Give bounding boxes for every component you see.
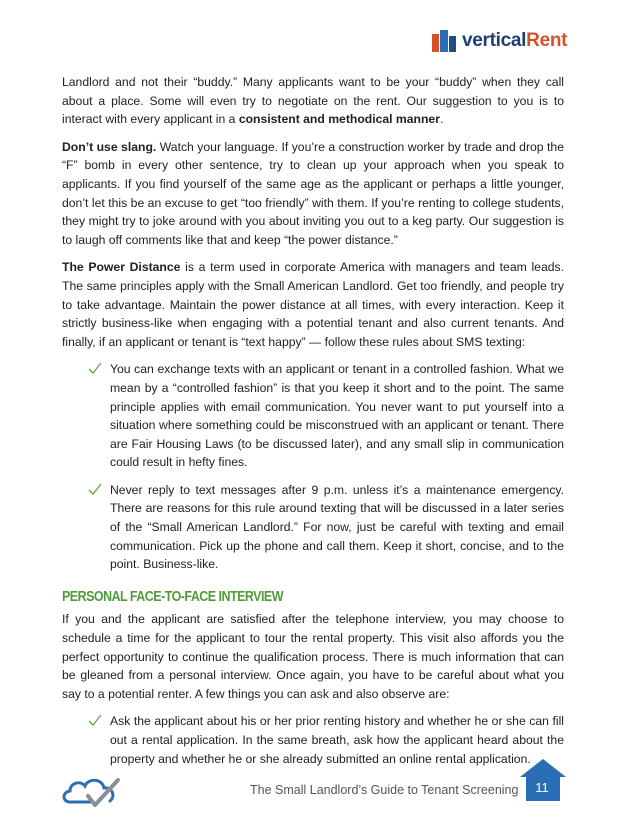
list-item <box>62 481 564 574</box>
list-item-text: Never reply to text messages after 9 p.m. unless it’s a maintenance emergency. There are reasons for this rule around texting that will be discussed in a later series of the “Small American Landlord.” For now, just be careful with texting and email communication. Pick up the phone and call them. Keep it short, concise, and to the point. Business-like. <box>110 482 564 572</box>
checkmark-icon <box>88 361 102 375</box>
list-item <box>62 712 564 768</box>
list-item <box>62 360 564 472</box>
paragraph-power-distance <box>62 258 564 351</box>
list-item-text: Ask the applicant about his or her prior renting history and whether he or she can fill out a rental application. In the same breath, ask how the applicant heard about the property and whether he or she already submitted an online rental application. <box>110 714 564 766</box>
checkmark-icon <box>88 713 102 727</box>
paragraph-intro <box>62 73 564 129</box>
paragraph-text: is a term used in corporate America with managers and team leads. The same principles apply with the Small American Landlord. Get too friendly, and people try to take advantage. Maintain the power distance at all times, with every interaction. Keep it strictly business-like when engaging with a potential tenant and also current tenants. And finally, if an applicant or tenant is “text happy” — follow these rules about SMS texting: <box>62 260 564 349</box>
emphasis-text: consistent and methodical manner <box>238 112 440 127</box>
paragraph-text: . <box>439 112 444 127</box>
paragraph-interview: If you and the applicant are satisfied after the telephone interview, you may choose to schedule a time for the applicant to tour the rental property. This visit also affords you the perfect opportunity to continue the qualification process. There is much information that can be gleaned from a personal interview. Once again, you have to be careful about what you say to a potential renter. A few things you can ask and also observe are: <box>62 612 564 701</box>
paragraph-lead: The Power Distance <box>62 260 181 275</box>
page-body <box>62 73 564 777</box>
page-number: 11 <box>535 780 549 795</box>
paragraph-text: Landlord and not their “buddy.” Many applicants want to be your “buddy” when they call about a place. Some will even try to negotiate on the rent. Our suggestion to you is to interact with every applicant in a <box>62 75 564 127</box>
checkmark-icon <box>88 482 102 496</box>
building-icon <box>432 30 458 52</box>
paragraph-slang <box>62 138 564 250</box>
cloud-check-icon <box>60 772 122 812</box>
section-heading: PERSONAL FACE-TO-FACE INTERVIEW <box>62 588 283 605</box>
list-item-text: You can exchange texts with an applicant or tenant in a controlled fashion. What we mean by a “controlled fashion” is that you keep it short and to the point. The same principle applies with email communication. You never want to put yourself into a situation where something could be misconstrued with an applicant or tenant. There are Fair Housing Laws (to be discussed later), and any small slip in communication could result in hefty fines. <box>110 362 564 470</box>
brand-name-part1: vertical <box>462 30 527 51</box>
brand-name <box>462 30 567 52</box>
paragraph-lead: Don’t use slang. <box>62 139 157 154</box>
paragraph-text: Watch your language. If you’re a construction worker by trade and drop the “F” bomb in every other sentence, try to clean up your approach when you speak to applicants. If you find yourself of the same age as the applicant or perhaps a little younger, don’t let this be an excuse to get “too friendly” with them. If you’re renting to college students, they might try to joke around with you about inviting you out to a keg party. Our suggestion is to laugh off comments like that and keep “the power distance.” <box>62 139 564 247</box>
brand-name-part2: Rent <box>526 30 568 51</box>
brand-logo <box>432 30 567 52</box>
footer-title: The Small Landlord’s Guide to Tenant Screening <box>250 783 519 797</box>
